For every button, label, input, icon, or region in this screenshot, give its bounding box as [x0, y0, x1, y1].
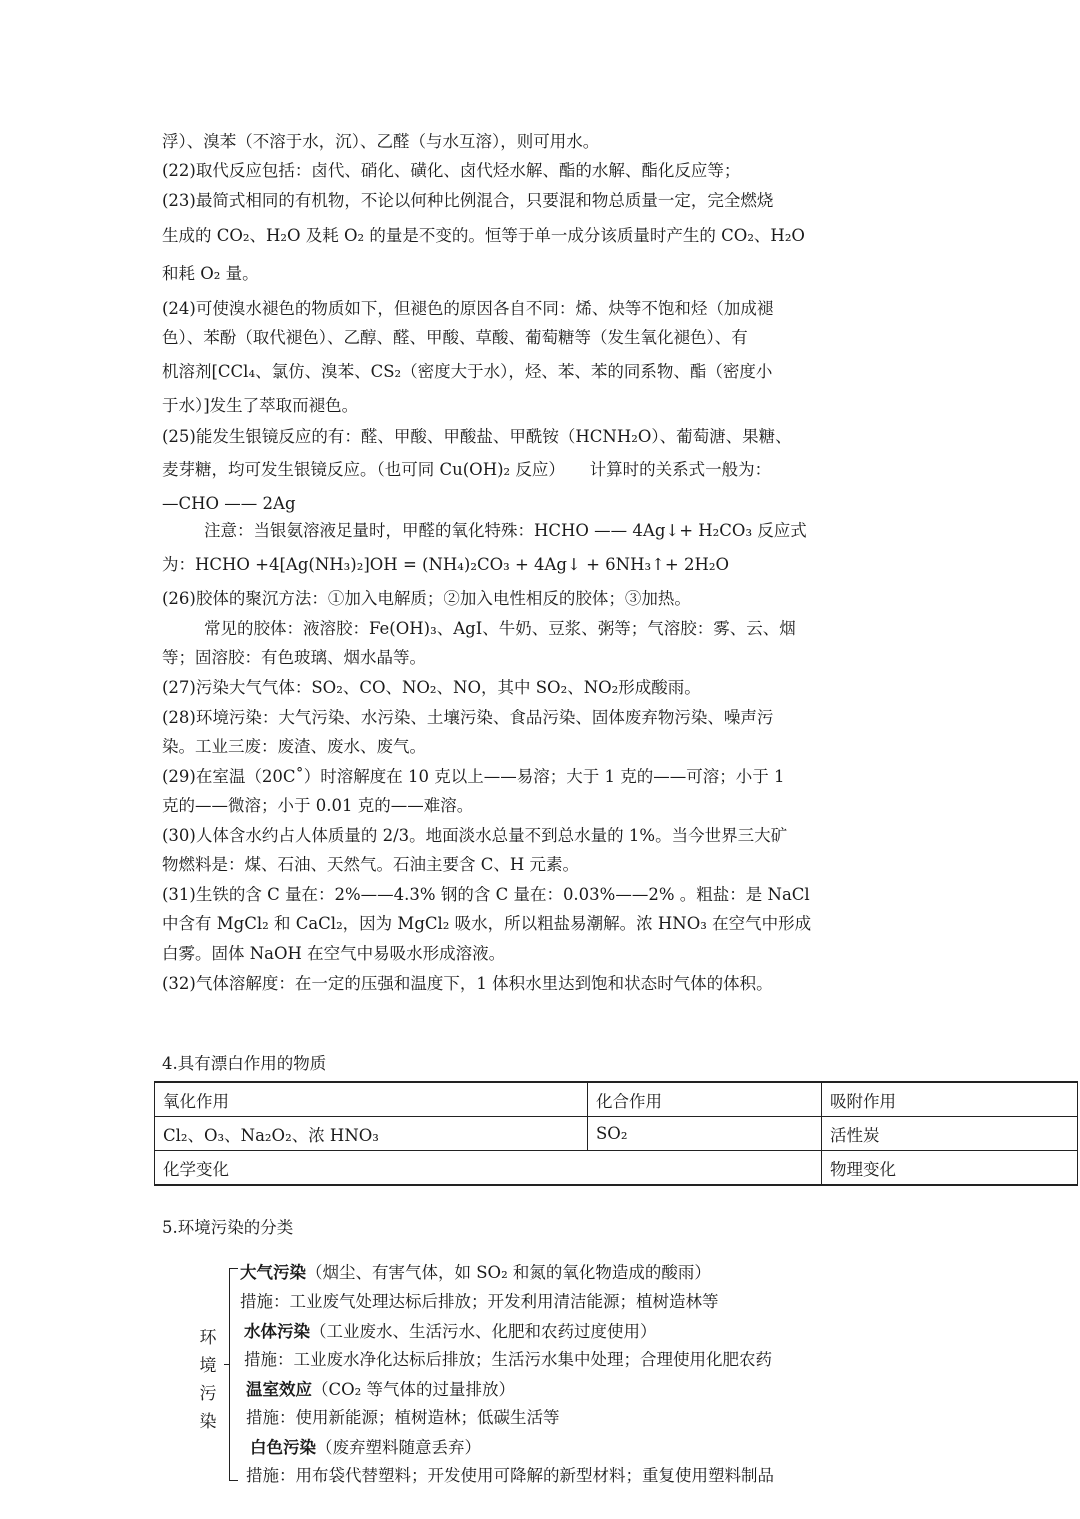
table-row	[155, 1117, 1078, 1151]
text-line: 白雾。固体 NaOH 在空气中易吸水形成溶液。	[162, 944, 506, 963]
text-line: 常见的胶体：液溶胶：Fe(OH)₃、AgI、牛奶、豆浆、粥等；气溶胶：雾、云、烟	[204, 619, 796, 638]
pollution-desc: （工业废水、生活污水、化肥和农药过度使用）	[310, 1322, 657, 1341]
bleach-table	[154, 1081, 1078, 1186]
pollution-desc: （CO₂ 等气体的过量排放）	[312, 1380, 516, 1399]
pollution-item	[250, 1440, 481, 1457]
text-line: (30)人体含水约占人体质量的 2/3。地面淡水总量不到总水量的 1%。当今世界三大矿	[162, 826, 788, 845]
table-cell: 氧化作用	[155, 1082, 588, 1117]
text-line: (31)生铁的含 C 量在：2%——4.3% 钢的含 C 量在：0.03%——2% 。粗盐：是 NaCl	[162, 885, 810, 904]
text-line: 为：HCHO +4[Ag(NH₃)₂]OH = (NH₄)₂CO₃ + 4Ag↓ + 6NH₃↑+ 2H₂O	[162, 555, 730, 574]
text-line: 等；固溶胶：有色玻璃、烟水晶等。	[162, 648, 426, 667]
table-row	[155, 1151, 1078, 1186]
text-line: 机溶剂[CCl₄、氯仿、溴苯、CS₂（密度大于水），烃、苯、苯的同系物、酯（密度小	[162, 362, 773, 381]
text-line: 染。工业三废：废渣、废水、废气。	[162, 737, 426, 756]
text-line: (27)污染大气气体：SO₂、CO、NO₂、NO，其中 SO₂、NO₂形成酸雨。	[162, 678, 701, 697]
text-line: 生成的 CO₂、H₂O 及耗 O₂ 的量是不变的。恒等于单一成分该质量时产生的 CO₂、H₂O	[162, 226, 805, 245]
pollution-name: 白色污染	[250, 1438, 316, 1457]
section-title: 5.环境污染的分类	[162, 1218, 294, 1237]
pollution-item	[240, 1265, 711, 1282]
text-line: (23)最简式相同的有机物，不论以何种比例混合，只要混和物总质量一定，完全燃烧	[162, 191, 774, 210]
text-line: (22)取代反应包括：卤代、硝化、磺化、卤代烃水解、酯的水解、酯化反应等；	[162, 161, 741, 180]
pollution-measure: 措施：工业废气处理达标后排放；开发利用清洁能源；植树造林等	[240, 1292, 719, 1311]
text-line: (28)环境污染：大气污染、水污染、土壤污染、食品污染、固体废弃物污染、噪声污	[162, 708, 774, 727]
pollution-name: 水体污染	[244, 1322, 310, 1341]
pollution-name: 大气污染	[240, 1263, 306, 1282]
section-title: 4.具有漂白作用的物质	[162, 1054, 327, 1073]
text-line: (26)胶体的聚沉方法：①加入电解质；②加入电性相反的胶体；③加热。	[162, 589, 691, 608]
text-line: (29)在室温（20C˚）时溶解度在 10 克以上——易溶；大于 1 克的——可溶；小于 1	[162, 767, 785, 786]
table-cell: 吸附作用	[822, 1082, 1078, 1117]
pollution-measure: 措施：工业废水净化达标后排放；生活污水集中处理；合理使用化肥农药	[244, 1350, 772, 1369]
text-line: (25)能发生银镜反应的有：醛、甲酸、甲酸盐、甲酰铵（HCNH₂O）、葡萄溏、果糖、	[162, 427, 792, 446]
table-cell: 活性炭	[822, 1117, 1078, 1151]
text-line: (32)气体溶解度：在一定的压强和温度下，1 体积水里达到饱和状态时气体的体积。	[162, 974, 773, 993]
text-line: 于水）]发生了萃取而褪色。	[162, 396, 359, 415]
pollution-item	[244, 1324, 657, 1341]
text-line: 和耗 O₂ 量。	[162, 264, 259, 283]
text-line: 中含有 MgCl₂ 和 CaCl₂，因为 MgCl₂ 吸水，所以粗盐易潮解。浓 HNO₃ 在空气中形成	[162, 914, 812, 933]
table-cell: Cl₂、O₃、Na₂O₂、浓 HNO₃	[155, 1117, 588, 1151]
table-row	[155, 1082, 1078, 1117]
text-line: 浮）、溴苯（不溶于水，沉）、乙醛（与水互溶），则可用水。	[162, 132, 600, 151]
text-line: —CHO —— 2Ag	[162, 494, 296, 513]
pollution-measure: 措施：使用新能源；植树造林；低碳生活等	[246, 1408, 560, 1427]
brace	[229, 1268, 240, 1481]
table-cell: 化合作用	[588, 1082, 822, 1117]
text-line: (24)可使溴水褪色的物质如下，但褪色的原因各自不同：烯、炔等不饱和烃（加成褪	[162, 299, 774, 318]
classification-root: 环境污染	[199, 1328, 217, 1432]
table-cell: 物理变化	[822, 1151, 1078, 1186]
table-cell: 化学变化	[155, 1151, 822, 1186]
text-line: 注意：当银氨溶液足量时，甲醛的氧化特殊：HCHO —— 4Ag↓+ H₂CO₃ 反应式	[204, 521, 807, 540]
text-line: 色）、苯酚（取代褪色）、乙醇、醛、甲酸、草酸、葡萄糖等（发生氧化褪色）、有	[162, 328, 748, 347]
table-cell: SO₂	[588, 1117, 822, 1151]
pollution-measure: 措施：用布袋代替塑料；开发使用可降解的新型材料；重复使用塑料制品	[246, 1466, 774, 1485]
pollution-name: 温室效应	[246, 1380, 312, 1399]
pollution-item	[246, 1382, 515, 1399]
text-line: 物燃料是：煤、石油、天然气。石油主要含 C、H 元素。	[162, 855, 580, 874]
text-line: 克的——微溶；小于 0.01 克的——难溶。	[162, 796, 474, 815]
pollution-desc: （废弃塑料随意丢弃）	[316, 1438, 481, 1457]
pollution-desc: （烟尘、有害气体，如 SO₂ 和氮的氧化物造成的酸雨）	[306, 1263, 711, 1282]
text-line: 麦芽糖，均可发生银镜反应。（也可同 Cu(OH)₂ 反应） 计算时的关系式一般为：	[162, 460, 772, 479]
